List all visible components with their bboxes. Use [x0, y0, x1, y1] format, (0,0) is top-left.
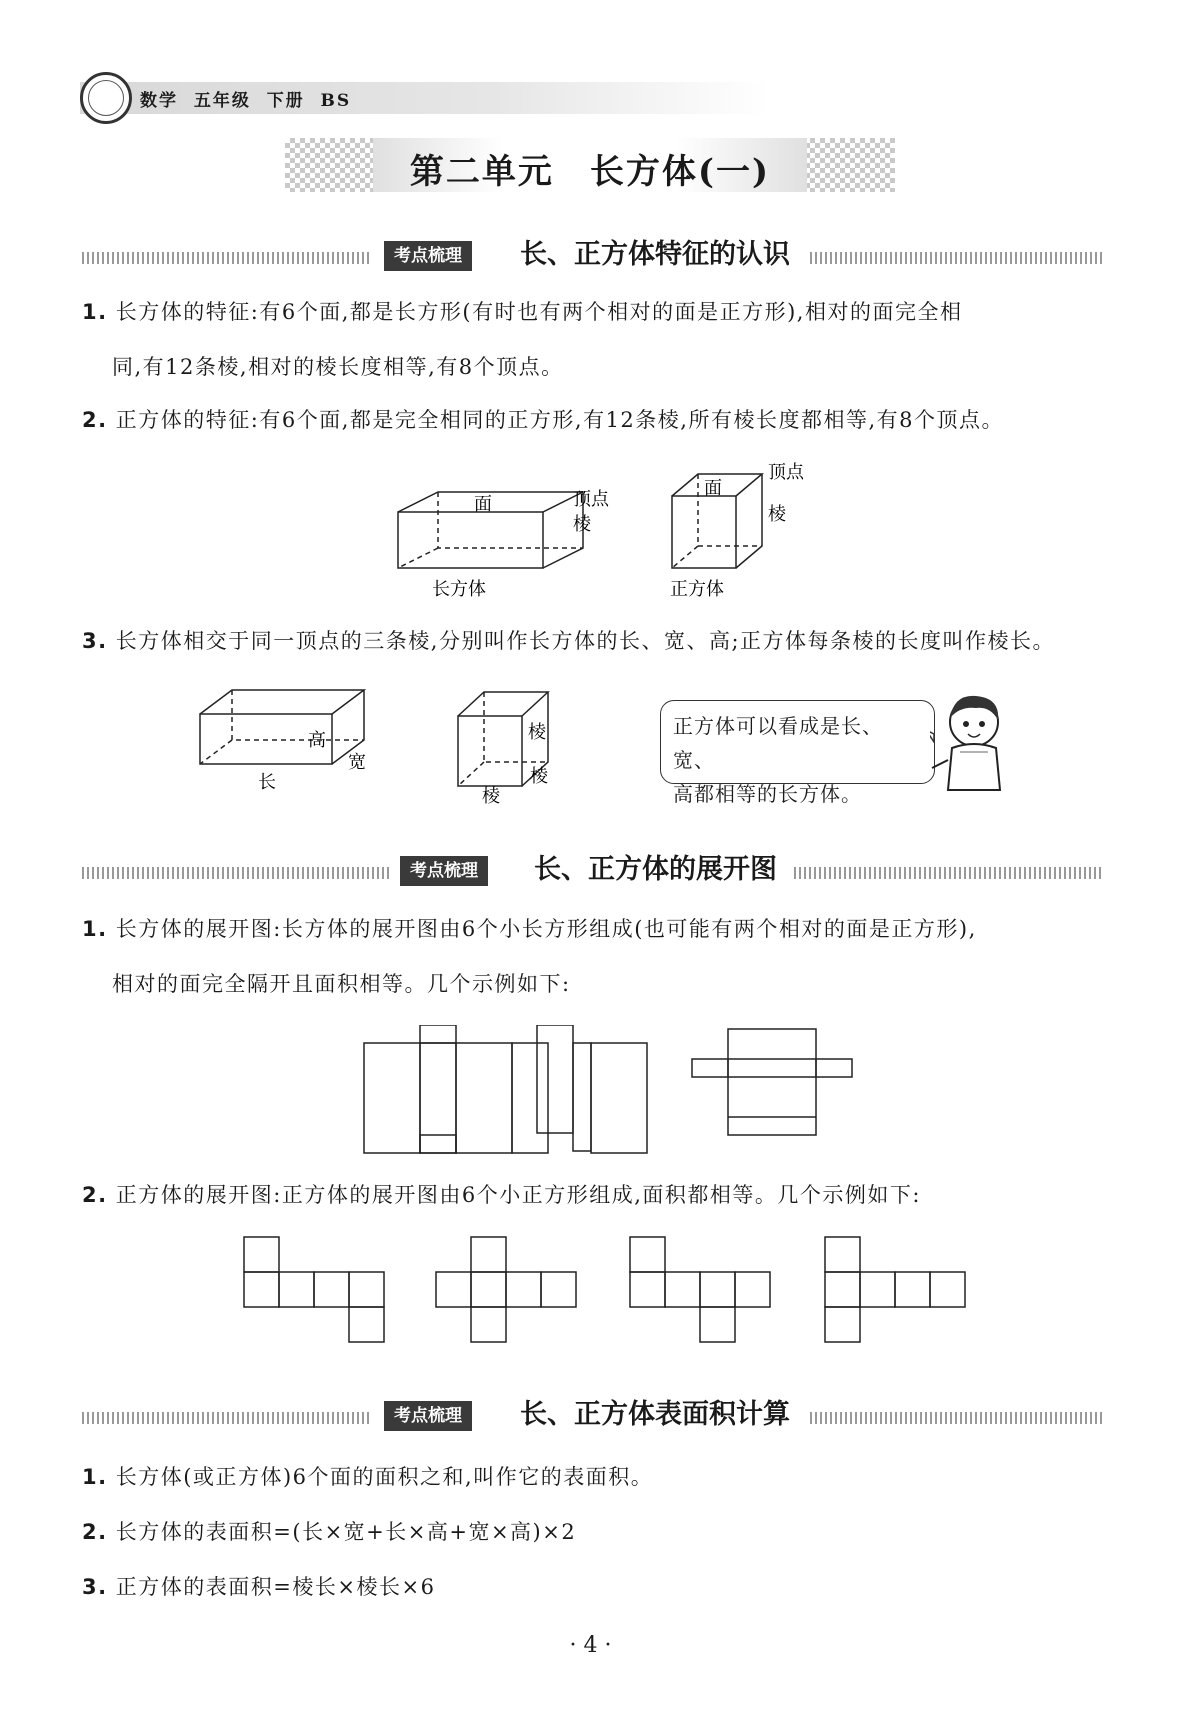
cube-net-2: [436, 1237, 576, 1342]
edge-label: 棱: [573, 514, 591, 535]
cuboid-nets-figure: [360, 1025, 860, 1155]
height-label: 高: [308, 730, 326, 751]
heading-dashes-left: [82, 1412, 372, 1424]
width-label: 宽: [348, 752, 366, 773]
cuboid-label: 长方体: [432, 579, 486, 600]
book-info: [140, 86, 351, 111]
heading-dashes-right: [810, 252, 1102, 264]
section-tag: 考点梳理: [384, 1401, 472, 1431]
section-tag: 考点梳理: [400, 856, 488, 886]
dimension-figure: [190, 676, 590, 806]
cube-label: 正方体: [670, 579, 724, 600]
title-banner: [285, 138, 895, 192]
page-number: · 4 ·: [569, 1633, 612, 1658]
subject: 数学: [140, 91, 178, 111]
list-item: 3. 正方体的表面积=棱长×棱长×6: [82, 1575, 436, 1599]
cube-side-face: [736, 474, 762, 568]
cube-front-face: [672, 496, 736, 568]
list-item: 1. 长方体的特征:有6个面,都是长方形(有时也有两个相对的面是正方形),相对的面完全相: [82, 300, 963, 324]
boy-cartoon-icon: [930, 690, 1010, 795]
volume: 下册: [266, 91, 305, 111]
section-heading-1: [82, 235, 1102, 275]
list-item: 1. 长方体的展开图:长方体的展开图由6个小长方形组成(也可能有两个相对的面是正方形),: [82, 917, 977, 941]
edition: BS: [320, 91, 352, 111]
cuboid-net-2-shapes: [537, 1025, 647, 1153]
cube-net-1: [244, 1237, 384, 1342]
cube-edge-label-2: 棱: [530, 766, 548, 787]
list-item: 1. 长方体(或正方体)6个面的面积之和,叫作它的表面积。: [82, 1465, 654, 1489]
vertex-label: 顶点: [573, 489, 609, 510]
speech-bubble: 正方体可以看成是长、宽、 高都相等的长方体。: [660, 700, 935, 784]
cube-edge-label-3: 棱: [482, 786, 500, 806]
cube-net-3: [630, 1237, 770, 1342]
grade: 五年级: [193, 91, 251, 111]
page-title: 第二单元 长方体(一): [409, 152, 771, 192]
section-title: 长、正方体特征的认识: [520, 239, 790, 270]
list-item: 2. 正方体的展开图:正方体的展开图由6个小正方形组成,面积都相等。几个示例如下:: [82, 1183, 921, 1207]
cuboid-cube-figure: [380, 450, 820, 605]
cube-nets-figure: [240, 1235, 980, 1345]
list-item: 2. 长方体的表面积=(长×宽+长×高+宽×高)×2: [82, 1520, 577, 1544]
cuboid-net-1: [364, 1025, 548, 1153]
heading-dashes-right: [810, 1412, 1102, 1424]
list-item-continuation: 同,有12条棱,相对的棱长度相等,有8个顶点。: [112, 355, 564, 379]
list-item-continuation: 相对的面完全隔开且面积相等。几个示例如下:: [112, 972, 571, 996]
heading-dashes-left: [82, 867, 390, 879]
cube-face-label: 面: [704, 478, 722, 499]
section-tag: 考点梳理: [384, 241, 472, 271]
section-title: 长、正方体表面积计算: [520, 1399, 790, 1430]
length-label: 长: [258, 772, 276, 793]
section-heading-2: [82, 850, 1102, 890]
heading-dashes-right: [794, 867, 1102, 879]
section-title: 长、正方体的展开图: [534, 854, 777, 885]
list-item: 3. 长方体相交于同一顶点的三条棱,分别叫作长方体的长、宽、高;正方体每条棱的长度叫作棱长。: [82, 629, 1056, 653]
cube-edge-label-1: 棱: [528, 722, 546, 743]
publisher-logo-ring: [88, 80, 124, 116]
heading-dashes-left: [82, 252, 372, 264]
cube-front: [458, 716, 522, 786]
face-label: 面: [474, 494, 492, 515]
cube-net-4: [825, 1237, 965, 1342]
list-item: 2. 正方体的特征:有6个面,都是完全相同的正方形,有12条棱,所有棱长度都相等,有8个顶点。: [82, 408, 1004, 432]
cuboid-net-3: [692, 1029, 852, 1135]
cube-vertex-label: 顶点: [768, 462, 804, 483]
cuboid-front-face: [398, 512, 543, 568]
section-heading-3: [82, 1395, 1102, 1435]
cube-edge-label: 棱: [768, 504, 786, 525]
